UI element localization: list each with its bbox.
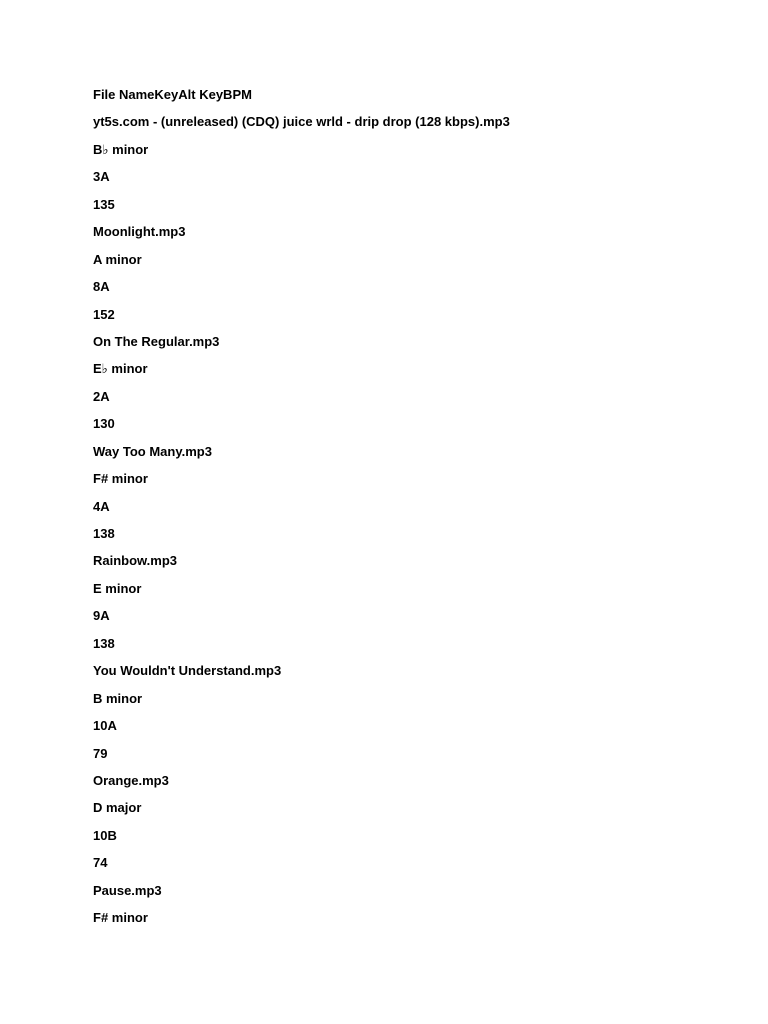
alt-key: 8A — [93, 279, 110, 295]
alt-key: 4A — [93, 498, 110, 514]
key: F# minor — [93, 471, 148, 487]
key: A minor — [93, 251, 142, 267]
file-name: yt5s.com - (unreleased) (CDQ) juice wrld - drip drop (128 kbps).mp3 — [93, 114, 510, 130]
file-name: Pause.mp3 — [93, 882, 162, 898]
document-body — [93, 86, 713, 937]
key: E♭ minor — [93, 361, 148, 377]
file-name: Orange.mp3 — [93, 772, 169, 788]
key: D major — [93, 800, 142, 816]
alt-key: 3A — [93, 169, 110, 185]
key: E minor — [93, 580, 142, 596]
alt-key: 9A — [93, 608, 110, 624]
bpm: 152 — [93, 306, 115, 322]
bpm: 74 — [93, 855, 108, 871]
file-name: Rainbow.mp3 — [93, 553, 178, 569]
key: F# minor — [93, 910, 148, 926]
alt-key: 2A — [93, 388, 110, 404]
key: B♭ minor — [93, 141, 149, 157]
file-name: On The Regular.mp3 — [93, 333, 220, 349]
file-name: Way Too Many.mp3 — [93, 443, 212, 459]
bpm: 130 — [93, 416, 115, 432]
alt-key: 10A — [93, 718, 117, 734]
bpm: 138 — [93, 526, 115, 541]
bpm: 79 — [93, 745, 108, 761]
alt-key: 10B — [93, 827, 117, 843]
file-name: You Wouldn't Understand.mp3 — [93, 663, 282, 679]
bpm: 138 — [93, 635, 115, 651]
table-header: File NameKeyAlt KeyBPM — [93, 87, 252, 102]
bpm: 135 — [93, 196, 115, 212]
file-name: Moonlight.mp3 — [93, 224, 186, 240]
key: B minor — [93, 690, 143, 706]
